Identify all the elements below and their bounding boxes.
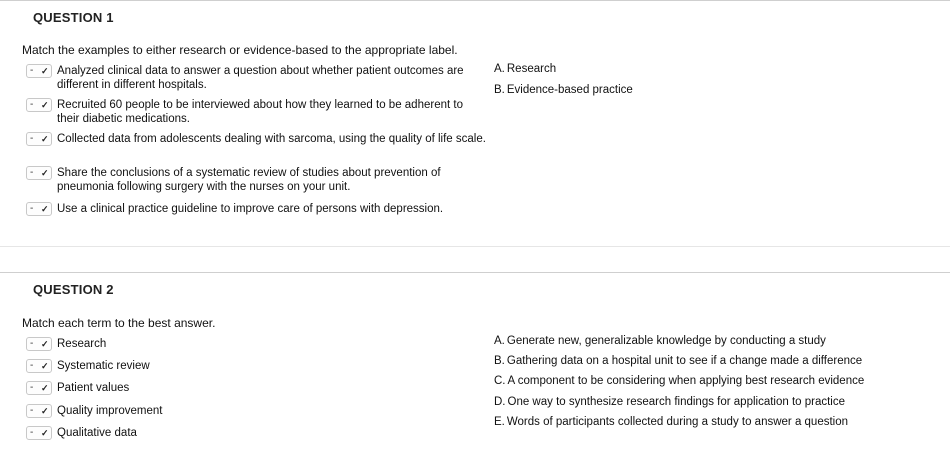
q1-item-2-text: Recruited 60 people to be interviewed about how they learned to be adherent to their diabetic medications. <box>57 99 463 125</box>
q1-item-4-select[interactable]: - ✓ <box>26 166 52 180</box>
chevron-down-icon: ✓ <box>41 168 49 178</box>
q1-item-3-select[interactable]: - ✓ <box>26 132 52 146</box>
q1-item-2-select[interactable]: - ✓ <box>26 98 52 112</box>
q1-item-1-text: Analyzed clinical data to answer a question about whether patient outcomes are different in different hospitals. <box>57 65 464 91</box>
q2-option-d: D. One way to synthesize research findings for application to practice <box>494 396 846 408</box>
chevron-down-icon: ✓ <box>41 66 49 76</box>
chevron-down-icon: ✓ <box>41 383 49 393</box>
q2-item-2-select[interactable]: - ✓ <box>26 359 52 373</box>
question-2-header <box>0 272 950 304</box>
q2-item-2-text: Systematic review <box>57 360 150 372</box>
question-separator <box>0 246 950 269</box>
question-2-title: QUESTION 2 <box>33 282 114 297</box>
chevron-down-icon: ✓ <box>41 428 49 438</box>
chevron-down-icon: ✓ <box>41 134 49 144</box>
q2-item-1-select[interactable]: - ✓ <box>26 337 52 351</box>
question-1-title: QUESTION 1 <box>33 10 114 25</box>
q2-option-e: E. Words of participants collected during a study to answer a question <box>494 416 849 428</box>
question-1-header <box>0 0 950 32</box>
q2-item-1-text: Research <box>57 338 107 350</box>
chevron-down-icon: ✓ <box>41 361 49 371</box>
q2-option-b: B. Gathering data on a hospital unit to see if a change made a difference <box>494 355 863 367</box>
chevron-down-icon: ✓ <box>41 406 49 416</box>
q2-item-5-select[interactable]: - ✓ <box>26 426 52 440</box>
q2-option-c: C. A component to be considering when applying best research evidence <box>494 375 865 387</box>
q1-item-3-text: Collected data from adolescents dealing with sarcoma, using the quality of life scale. <box>57 133 486 145</box>
q1-item-4-text: Share the conclusions of a systematic review of studies about prevention of pneumonia following surgery with the nurses on your unit. <box>57 167 441 193</box>
q2-item-4-select[interactable]: - ✓ <box>26 404 52 418</box>
question-2-prompt: Match each term to the best answer. <box>22 316 216 330</box>
q2-item-3-text: Patient values <box>57 382 130 394</box>
chevron-down-icon: ✓ <box>41 100 49 110</box>
question-1-prompt: Match the examples to either research or evidence-based to the appropriate label. <box>22 43 458 57</box>
q2-item-5-text: Qualitative data <box>57 427 137 439</box>
q2-option-a: A. Generate new, generalizable knowledge by conducting a study <box>494 335 826 347</box>
q2-item-4-text: Quality improvement <box>57 405 163 417</box>
q1-item-1-select[interactable]: - ✓ <box>26 64 52 78</box>
q2-item-3-select[interactable]: - ✓ <box>26 381 52 395</box>
q1-option-b: B. Evidence-based practice <box>494 84 633 96</box>
q1-item-5-text: Use a clinical practice guideline to improve care of persons with depression. <box>57 203 444 215</box>
q1-item-5-select[interactable]: - ✓ <box>26 202 52 216</box>
q1-option-a: A. Research <box>494 63 557 75</box>
chevron-down-icon: ✓ <box>41 339 49 349</box>
chevron-down-icon: ✓ <box>41 204 49 214</box>
